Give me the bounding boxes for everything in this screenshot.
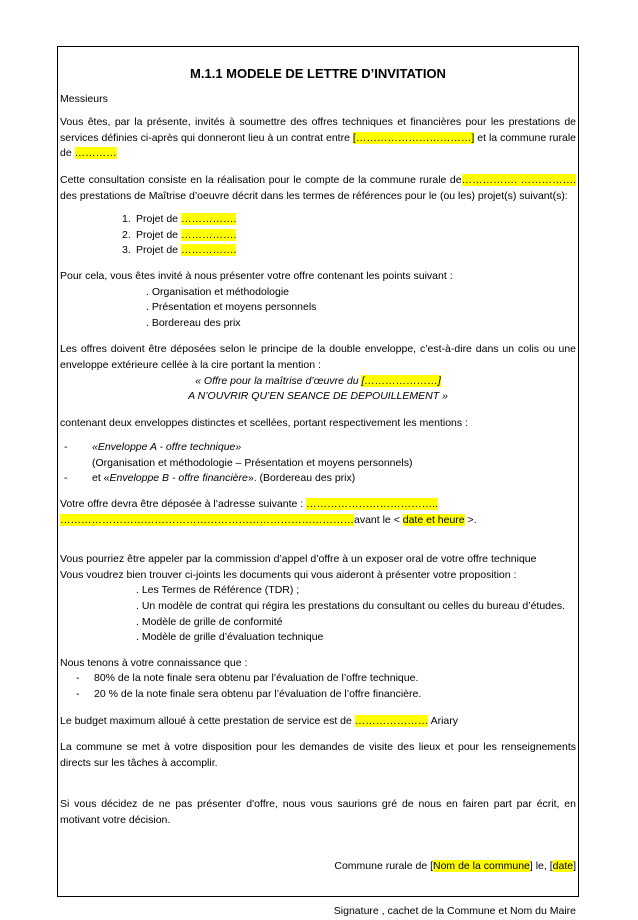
text: Le budget maximum alloué à cette prestation de service est de (60, 714, 355, 727)
list-item (62, 440, 576, 471)
salutation: Messieurs (60, 92, 108, 105)
placeholder-highlight: […………………] (361, 374, 441, 387)
text: des prestations de Maîtrise d’oeuvre décrit dans les termes de références pour le (ou les) projet(s) suivant(s): (60, 189, 568, 202)
text: Vous êtes, par la présente, invités à soumettre des offres techniques et financières pour les prestations de services définies ci-après qui donneront lieu à un contrat entre (60, 116, 576, 144)
item-label: Projet de (136, 213, 181, 226)
text: Vous voudrez bien trouver ci-joints les documents qui vous aideront à présenter votre proposition : (60, 568, 517, 581)
placeholder-highlight: ……………. ……………. (461, 173, 576, 186)
signature-line: Signature , cachet de la Commune et Nom du Maire (333, 905, 576, 918)
text: Commune rurale de [ (334, 859, 433, 872)
paragraph-offer-points (60, 269, 576, 285)
text: Les offres doivent être déposées selon le principe de la double enveloppe, c’est-à-dire dans un colis ou une enveloppe extérieure cellée à la cire portant la mention : (60, 343, 576, 371)
placeholder-highlight: ……………. (180, 213, 237, 226)
placeholder-highlight: ……………. (180, 228, 237, 241)
paragraph-consultation (60, 173, 576, 204)
list-item (122, 228, 576, 244)
item-number: 3. (122, 244, 131, 257)
dash-bullet: - (64, 441, 68, 454)
placeholder-highlight: Nom de la commune (433, 859, 530, 872)
list-item (74, 671, 576, 687)
documents-list (60, 583, 576, 645)
list-item (62, 471, 576, 487)
closing-line (60, 859, 576, 875)
list-text: 20 % de la note finale sera obtenu par l’évaluation de l’offre financière. (94, 688, 422, 700)
text: « Offre pour la maîtrise d’œuvre du (195, 374, 362, 387)
text: Vous pourriez être appeler par la commission d’appel d’offre à un exposer oral de votre offre technique (60, 553, 537, 566)
text: «Enveloppe A - offre technique» (92, 441, 242, 454)
paragraph-notes (60, 656, 576, 703)
paragraph-envelope (60, 342, 576, 373)
placeholder-highlight: ………… (74, 147, 117, 160)
text: Cette consultation consiste en la réalisation pour le compte de la commune rurale de (60, 173, 462, 186)
text: ] (573, 859, 576, 872)
text: Enveloppe B - offre financière (109, 472, 248, 485)
text: ] le, [ (529, 859, 553, 872)
text: >. (464, 513, 477, 526)
list-item (122, 243, 576, 259)
paragraph-documents (60, 552, 576, 646)
placeholder-highlight: [……………………………] (352, 131, 475, 144)
text: Votre offre devra être déposée à l’adresse suivante : (60, 498, 307, 511)
dash-bullet: - (76, 672, 80, 685)
paragraph-address (60, 497, 576, 528)
envelope-list (60, 440, 576, 487)
list-item: . Bordereau des prix (146, 316, 241, 329)
list-item (74, 687, 576, 703)
text: Ariary (428, 714, 459, 727)
text: (Organisation et méthodologie – Présentation et moyens personnels) (92, 456, 413, 469)
list-item: . Un modèle de contrat qui régira les prestations du consultant ou celles du bureau d’études. (136, 600, 566, 613)
list-item (122, 212, 576, 228)
paragraph-two-envelopes: contenant deux enveloppes distinctes et scellées, portant respectivement les mentions : (60, 416, 468, 429)
dash-bullet: - (64, 472, 68, 485)
text: Nous tenons à votre connaissance que : (60, 656, 248, 669)
offer-points (60, 285, 576, 332)
item-label: Projet de (136, 228, 181, 241)
mention-line-1 (60, 374, 576, 390)
dash-bullet: - (76, 688, 80, 700)
list-text (92, 471, 576, 487)
placeholder-highlight: ………………… (354, 714, 429, 727)
text: Pour cela, vous êtes invité à nous présenter votre offre contenant les points suivant : (60, 269, 453, 282)
placeholder-highlight: ……………………………….. (306, 498, 438, 511)
list-item: . Les Termes de Référence (TDR) ; (136, 584, 300, 597)
text: ». (Bordereau des prix) (247, 472, 356, 485)
item-number: 2. (122, 228, 131, 241)
paragraph-decline: Si vous décidez de ne pas présenter d'offre, nous vous saurions gré de nous en fairen part par écrit, en motivant votre décision. (60, 798, 576, 826)
projects-list (122, 212, 576, 259)
list-item: . Présentation et moyens personnels (146, 301, 317, 314)
item-label: Projet de (136, 244, 181, 257)
paragraph-budget (60, 714, 576, 730)
list-text: 80% de la note finale sera obtenu par l’évaluation de l’offre technique. (94, 672, 419, 685)
placeholder-highlight: date (552, 859, 574, 872)
list-item: . Modèle de grille de conformité (136, 615, 283, 628)
item-number: 1. (122, 213, 131, 226)
text: et « (92, 472, 110, 485)
paragraph-visits: La commune se met à votre disposition pour les demandes de visite des lieux et pour les renseignements directs sur les tâches à accomplir. (60, 741, 576, 769)
letter-body (60, 60, 576, 920)
mention-line-2: A N’OUVRIR QU’EN SEANCE DE DEPOUILLEMENT » (188, 390, 448, 403)
placeholder-highlight: ……………. (180, 244, 237, 257)
list-item: . Modèle de grille d’évaluation technique (136, 631, 324, 644)
list-text (92, 440, 576, 471)
text: et la commune rurale de (60, 131, 577, 160)
text: avant le < (354, 513, 403, 526)
placeholder-highlight: date et heure (402, 513, 465, 526)
paragraph-intro (60, 115, 576, 162)
placeholder-highlight: ………………………………………………………………………… (60, 513, 354, 526)
list-item: . Organisation et méthodologie (146, 285, 290, 298)
page-title: M.1.1 MODELE DE LETTRE D’INVITATION (190, 66, 446, 81)
